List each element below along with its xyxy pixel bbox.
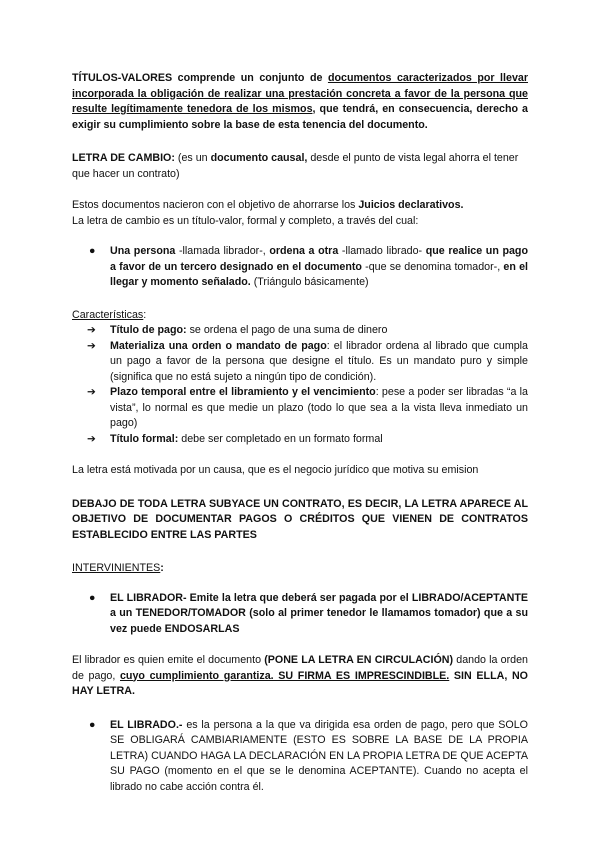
bold-text: Una persona — [110, 245, 176, 257]
heading-caracteristicas — [72, 308, 528, 324]
bold-text: Título de pago: — [110, 324, 187, 336]
arrow-icon: ➔ — [87, 339, 96, 352]
text-span: TÍTULOS-VALORES comprende un conjunto de — [72, 72, 328, 84]
bold-text: SIN ELLA, NO HAY LETRA. — [72, 669, 528, 697]
text-span: : — [143, 308, 147, 321]
list-item — [72, 591, 528, 638]
underlined-bold-text: cuyo cumplimiento garantiza. SU FIRMA ES IMPRESCINDIBLE. — [119, 669, 450, 682]
bold-text: en el llegar y momento señalado. — [110, 260, 528, 288]
text-span: -que se denomina tomador-, — [361, 260, 504, 273]
bold-text: que realice un pago a favor de un tercero designado en el documento — [110, 245, 528, 273]
arrow-list-caracteristicas — [72, 323, 528, 447]
text-span: : el librador ordena al librado que cumpla un pago a favor de la persona que designe el título. Es un mandato puro y simple (significa que no está sujeto a ningún tipo de condición). — [110, 339, 529, 383]
paragraph-librador-emite — [72, 653, 528, 700]
text-span: El librador es quien emite el documento — [72, 654, 265, 666]
bullet-icon: ● — [89, 245, 96, 257]
bold-text: Plazo temporal entre el libramiento y el vencimiento — [110, 386, 376, 398]
bold-text: EL LIBRADO.- — [110, 718, 183, 731]
paragraph-objetivo — [72, 198, 528, 214]
underlined-text: documentos caracterizados por llevar incorporada la obligación de realizar una prestación concreta a favor de la persona que resulte legítimamente tenedora de los mismos, — [72, 72, 528, 115]
text-span: desde el punto de vista legal ahorra el tener que hacer un contrato) — [72, 152, 519, 180]
list-item — [72, 718, 528, 796]
text-span: : — [160, 562, 164, 574]
bullet-list-librado — [72, 718, 528, 796]
document-content — [72, 71, 528, 795]
text-span: debe ser completado en un formato formal — [178, 432, 383, 445]
text-span: dando la orden de pago, — [72, 654, 529, 682]
bold-text: Materializa una orden o mandato de pago — [110, 339, 327, 352]
list-item — [72, 432, 528, 448]
bullet-icon: ● — [89, 718, 96, 731]
text-span: se ordena el pago de una suma de dinero — [186, 324, 388, 336]
list-item — [72, 339, 528, 386]
underlined-text: Características — [72, 308, 144, 321]
text-span: (es un — [174, 152, 211, 164]
bold-text: (PONE LA LETRA EN CIRCULACIÓN) — [264, 654, 454, 666]
bullet-list-librador — [72, 591, 528, 638]
bold-text: Juicios declarativos. — [358, 199, 464, 211]
list-item — [72, 323, 528, 339]
arrow-icon: ➔ — [87, 324, 96, 336]
bullet-icon: ● — [89, 591, 96, 604]
paragraph-contrato: DEBAJO DE TODA LETRA SUBYACE UN CONTRATO, ES DECIR, LA LETRA APARECE AL OBJETIVO DE DOCUMENTAR PAGOS O CRÉDITOS QUE VIENEN DE CONTRATOS ESTABLECIDO ENTRE LAS PARTES — [72, 497, 528, 541]
bold-text: documento causal, — [210, 152, 308, 164]
text-span: es la persona a la que va dirigida esa orden de pago, pero que SOLO SE OBLIGARÁ CAMBIARIAMENTE (ESTO ES SOBRE LA BASE DE LA PROPIA LETRA) CUANDO HAGA LA DECLARACIÓN EN LA PROPIA LETRA DE QUE ACEPTA SU PAGO (momento en el que se le denomina ACEPTANTE). Cuando no acepta el librado no cabe acción contra él. — [110, 718, 528, 793]
text-span: -llamado librado- — [338, 245, 426, 257]
paragraph-definicion: La letra de cambio es un título-valor, formal y completo, a través del cual: — [72, 214, 419, 227]
heading-letra-de-cambio: LETRA DE CAMBIO: — [72, 152, 175, 164]
text-span: Estos documentos nacieron con el objetivo de ahorrarse los — [72, 199, 359, 211]
paragraph-letra-de-cambio — [72, 151, 528, 182]
text-span: : pese a poder ser libradas “a la vista”, lo normal es que medie un plazo (todo lo que sea a la vista lleva inmediato un pago) — [110, 386, 528, 429]
text-span: que tendrá, en consecuencia, derecho a exigir su cumplimiento sobre la base de esta tenencia del documento. — [72, 103, 528, 131]
arrow-icon: ➔ — [87, 386, 96, 398]
underlined-text: INTERVINIENTES — [72, 562, 161, 574]
text-span: -llamada librador-, — [175, 245, 270, 257]
heading-intervinientes — [72, 561, 528, 577]
bold-text: Título formal: — [110, 432, 179, 445]
text-span: EL LIBRADOR- Emite la letra que deberá ser pagada por el LIBRADO/ACEPTANTE a un TENEDOR/TOMADOR (solo al primer tenedor le llamamos tomador) que a su vez puede ENDOSARLAS — [110, 591, 528, 635]
paragraph-titulos-valores — [72, 71, 528, 133]
text-span: (Triángulo básicamente) — [250, 276, 369, 288]
bullet-list-definicion — [72, 244, 528, 291]
list-item — [72, 244, 528, 291]
paragraph-causa: La letra está motivada por un causa, que es el negocio jurídico que motiva su emision — [72, 464, 479, 476]
list-item — [72, 385, 528, 432]
arrow-icon: ➔ — [87, 432, 96, 445]
bold-text: ordena a otra — [269, 245, 339, 257]
